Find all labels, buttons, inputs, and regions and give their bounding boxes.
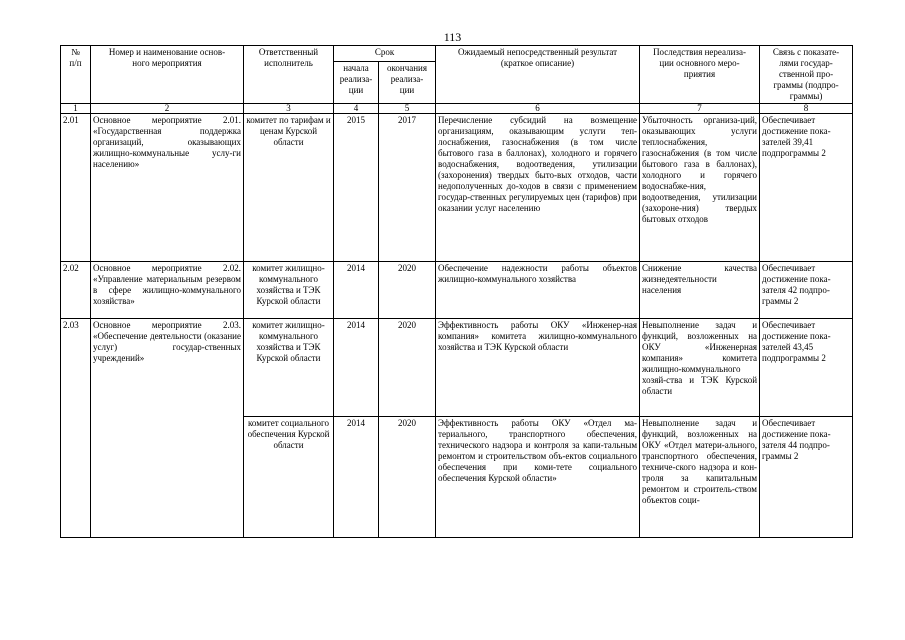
end-year: 2017 <box>379 114 436 262</box>
column-number: 1 <box>61 104 91 114</box>
column-number: 5 <box>379 104 436 114</box>
indicator-link: Обеспечивает достижение пока-зателей 43,45 подпрограммы 2 <box>760 319 853 417</box>
responsible-executor: комитет жилищно-коммунального хозяйства и ТЭК Курской области <box>244 262 334 319</box>
expected-result: Эффективность работы ОКУ «Отдел ма-териального, транспортного обеспечения, технического надзора и контроля за капи-тальным ремонтом и строительством объ-ектов социального обеспечения при коми-тете социального обеспечения Курской области» <box>436 417 640 538</box>
table-row <box>61 262 853 319</box>
table-row <box>61 319 853 417</box>
responsible-executor: комитет социального обеспечения Курской области <box>244 417 334 538</box>
header-consequences: Последствия нереализа- ции основного меро- приятия <box>640 46 760 104</box>
indicator-link: Обеспечивает достижение пока-зателя 42 подпро-граммы 2 <box>760 262 853 319</box>
end-year: 2020 <box>379 319 436 417</box>
column-number: 2 <box>91 104 244 114</box>
start-year: 2014 <box>334 262 379 319</box>
header-name: Номер и наименование основ- ного мероприятия <box>91 46 244 104</box>
column-number: 8 <box>760 104 853 114</box>
consequences: Невыполнение задач и функций, возложенных на ОКУ «Отдел матери-ального, транспортного обеспечения, техниче-ского надзора и кон-троля за капитальным ремонтом и строитель-ством объектов соци- <box>640 417 760 538</box>
page-number: 113 <box>443 30 462 44</box>
responsible-executor: комитет жилищно-коммунального хозяйства и ТЭК Курской области <box>244 319 334 417</box>
end-year: 2020 <box>379 417 436 538</box>
measure-name: Основное мероприятие 2.03. «Обеспечение деятельности (оказание услуг) государ-ственных учреждений» <box>91 319 244 538</box>
end-year: 2020 <box>379 262 436 319</box>
header-responsible: Ответственный исполнитель <box>244 46 334 104</box>
consequences: Убыточность организа-ций, оказывающих услуги теплоснабжения, газоснабжения (в том числе бытового газа в баллонах), холодного и горячего водоснабже-ния, водоотведения, утилизации (захороне-ния) твердых бытовых отходов <box>640 114 760 262</box>
start-year: 2015 <box>334 114 379 262</box>
header-end: окончания реализа- ции <box>379 62 436 104</box>
row-number: 2.02 <box>61 262 91 319</box>
header-term: Срок <box>334 46 436 62</box>
expected-result: Перечисление субсидий на возмещение организациям, оказывающим услуги теп-лоснабжения, газоснабжения (в том числе бытового газа в баллонах), холодного и горячего водоснабжения, водоотведения, утилизации (захоронения) твердых быто-вых отходов, части недополученных до-ходов в связи с применением государ-ственных регулируемых цен (тарифов) при оказании услуг населению <box>436 114 640 262</box>
responsible-executor: комитет по тарифам и ценам Курской области <box>244 114 334 262</box>
start-year: 2014 <box>334 319 379 417</box>
row-number: 2.01 <box>61 114 91 262</box>
indicator-link: Обеспечивает достижение пока-зателей 39,41 подпрограммы 2 <box>760 114 853 262</box>
header-link: Связь с показате- лями государ- ственной про- граммы (подпро- граммы) <box>760 46 853 104</box>
header-start: начала реализа- ции <box>334 62 379 104</box>
consequences: Невыполнение задач и функций, возложенных на ОКУ «Инженерная компания» комитета жилищно-коммунального хозяй-ства и ТЭК Курской области <box>640 319 760 417</box>
expected-result: Обеспечение надежности работы объектов жилищно-коммунального хозяйства <box>436 262 640 319</box>
column-number: 7 <box>640 104 760 114</box>
column-number: 3 <box>244 104 334 114</box>
row-number: 2.03 <box>61 319 91 538</box>
expected-result: Эффективность работы ОКУ «Инженер-ная компания» комитета жилищно-коммунального хозяйства и ТЭК Курской области <box>436 319 640 417</box>
column-number: 4 <box>334 104 379 114</box>
header-no: № п/п <box>61 46 91 104</box>
measure-name: Основное мероприятие 2.01. «Государственная поддержка организаций, оказывающих жилищно-коммунальные услу-ги населению» <box>91 114 244 262</box>
consequences: Снижение качества жизнедеятельности населения <box>640 262 760 319</box>
table-row <box>61 114 853 262</box>
column-number: 6 <box>436 104 640 114</box>
start-year: 2014 <box>334 417 379 538</box>
measures-table <box>60 45 853 538</box>
measure-name: Основное мероприятие 2.02. «Управление материальным резервом в сфере жилищно-коммунального хозяйства» <box>91 262 244 319</box>
indicator-link: Обеспечивает достижение пока-зателя 44 подпро-граммы 2 <box>760 417 853 538</box>
header-result: Ожидаемый непосредственный результат (краткое описание) <box>436 46 640 104</box>
